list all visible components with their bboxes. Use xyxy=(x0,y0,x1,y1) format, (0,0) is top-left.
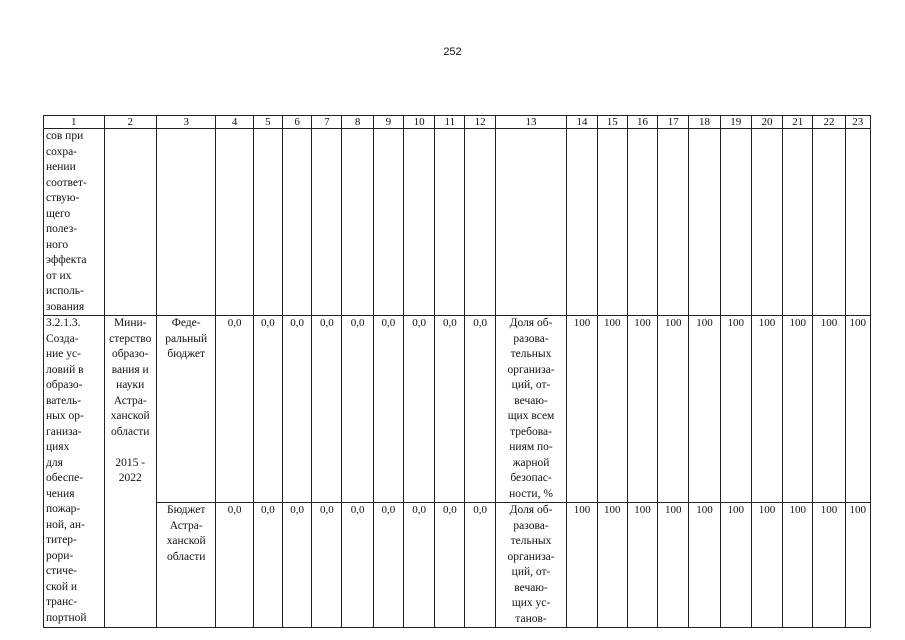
indicator-name-cell: Доля об- разова- тельных организа- ций, от- вечаю- щих ус- танов- xyxy=(495,503,567,628)
funding-value-cell: 0,0 xyxy=(403,503,434,628)
empty-cell xyxy=(845,129,870,316)
page-number: 252 xyxy=(443,46,462,58)
target-value-cell: 100 xyxy=(783,316,813,503)
funding-value-cell: 0,0 xyxy=(253,316,282,503)
target-value-cell: 100 xyxy=(845,503,870,628)
col-header: 4 xyxy=(216,116,253,129)
funding-value-cell: 0,0 xyxy=(312,316,342,503)
empty-cell xyxy=(465,129,495,316)
col-header: 14 xyxy=(567,116,597,129)
empty-cell xyxy=(495,129,567,316)
funding-value-cell: 0,0 xyxy=(342,316,373,503)
empty-cell xyxy=(751,129,782,316)
table-row-regional-budget xyxy=(44,503,871,628)
empty-cell xyxy=(342,129,373,316)
empty-cell xyxy=(253,129,282,316)
responsible-executor-cell: Мини- стерство образо- вания и науки Астра- ханской области 2015 - 2022 xyxy=(104,316,156,628)
target-value-cell: 100 xyxy=(689,316,720,503)
empty-cell xyxy=(156,129,216,316)
column-number-header xyxy=(44,116,871,129)
funding-value-cell: 0,0 xyxy=(312,503,342,628)
funding-value-cell: 0,0 xyxy=(465,316,495,503)
target-value-cell: 100 xyxy=(751,503,782,628)
col-header: 17 xyxy=(658,116,689,129)
target-value-cell: 100 xyxy=(627,316,657,503)
empty-cell xyxy=(720,129,751,316)
target-value-cell: 100 xyxy=(720,316,751,503)
target-value-cell: 100 xyxy=(658,503,689,628)
empty-cell xyxy=(689,129,720,316)
program-table xyxy=(43,115,871,628)
target-value-cell: 100 xyxy=(658,316,689,503)
funding-value-cell: 0,0 xyxy=(216,316,253,503)
col-header: 16 xyxy=(627,116,657,129)
target-value-cell: 100 xyxy=(689,503,720,628)
funding-value-cell: 0,0 xyxy=(282,503,311,628)
col-header: 10 xyxy=(403,116,434,129)
funding-value-cell: 0,0 xyxy=(373,316,403,503)
col-header: 21 xyxy=(783,116,813,129)
col-header: 23 xyxy=(845,116,870,129)
empty-cell xyxy=(783,129,813,316)
col-header: 22 xyxy=(813,116,845,129)
funding-value-cell: 0,0 xyxy=(435,316,465,503)
funding-value-cell: 0,0 xyxy=(282,316,311,503)
col-header: 15 xyxy=(597,116,627,129)
empty-cell xyxy=(216,129,253,316)
col-header: 7 xyxy=(312,116,342,129)
col-header: 8 xyxy=(342,116,373,129)
empty-cell xyxy=(373,129,403,316)
col-header: 3 xyxy=(156,116,216,129)
target-value-cell: 100 xyxy=(597,503,627,628)
funding-value-cell: 0,0 xyxy=(373,503,403,628)
funding-value-cell: 0,0 xyxy=(465,503,495,628)
col-header: 11 xyxy=(435,116,465,129)
empty-cell xyxy=(658,129,689,316)
empty-cell xyxy=(435,129,465,316)
table-row-federal-budget xyxy=(44,316,871,503)
empty-cell xyxy=(312,129,342,316)
target-value-cell: 100 xyxy=(751,316,782,503)
target-value-cell: 100 xyxy=(720,503,751,628)
target-value-cell: 100 xyxy=(627,503,657,628)
target-value-cell: 100 xyxy=(597,316,627,503)
funding-value-cell: 0,0 xyxy=(342,503,373,628)
target-value-cell: 100 xyxy=(783,503,813,628)
col-header: 1 xyxy=(44,116,105,129)
empty-cell xyxy=(104,129,156,316)
empty-cell xyxy=(567,129,597,316)
empty-cell xyxy=(813,129,845,316)
col-header: 2 xyxy=(104,116,156,129)
empty-cell xyxy=(282,129,311,316)
activity-name-cell: 3.2.1.3. Созда- ние ус- ловий в образо- ватель- ных ор- ганиза- циях для обеспе- чения пожар- ной, ан- титер- рори- стиче- ской и транс- портной xyxy=(44,316,105,628)
col-header: 19 xyxy=(720,116,751,129)
col-header: 9 xyxy=(373,116,403,129)
col-header: 20 xyxy=(751,116,782,129)
empty-cell xyxy=(627,129,657,316)
funding-value-cell: 0,0 xyxy=(435,503,465,628)
target-value-cell: 100 xyxy=(813,503,845,628)
activity-name-cell: сов при сохра- нении соответ- ствую- щего полез- ного эффекта от их исполь- зования xyxy=(44,129,105,316)
empty-cell xyxy=(597,129,627,316)
col-header: 18 xyxy=(689,116,720,129)
target-value-cell: 100 xyxy=(567,503,597,628)
funding-source-cell: Бюджет Астра- ханской области xyxy=(156,503,216,628)
col-header: 12 xyxy=(465,116,495,129)
target-value-cell: 100 xyxy=(845,316,870,503)
target-value-cell: 100 xyxy=(813,316,845,503)
col-header: 13 xyxy=(495,116,567,129)
empty-cell xyxy=(403,129,434,316)
funding-value-cell: 0,0 xyxy=(216,503,253,628)
col-header: 5 xyxy=(253,116,282,129)
funding-value-cell: 0,0 xyxy=(403,316,434,503)
col-header: 6 xyxy=(282,116,311,129)
table-row-continuation xyxy=(44,129,871,316)
funding-value-cell: 0,0 xyxy=(253,503,282,628)
funding-source-cell: Феде- ральный бюджет xyxy=(156,316,216,503)
indicator-name-cell: Доля об- разова- тельных организа- ций, от- вечаю- щих всем требова- ниям по- жарной безопас- ности, % xyxy=(495,316,567,503)
target-value-cell: 100 xyxy=(567,316,597,503)
